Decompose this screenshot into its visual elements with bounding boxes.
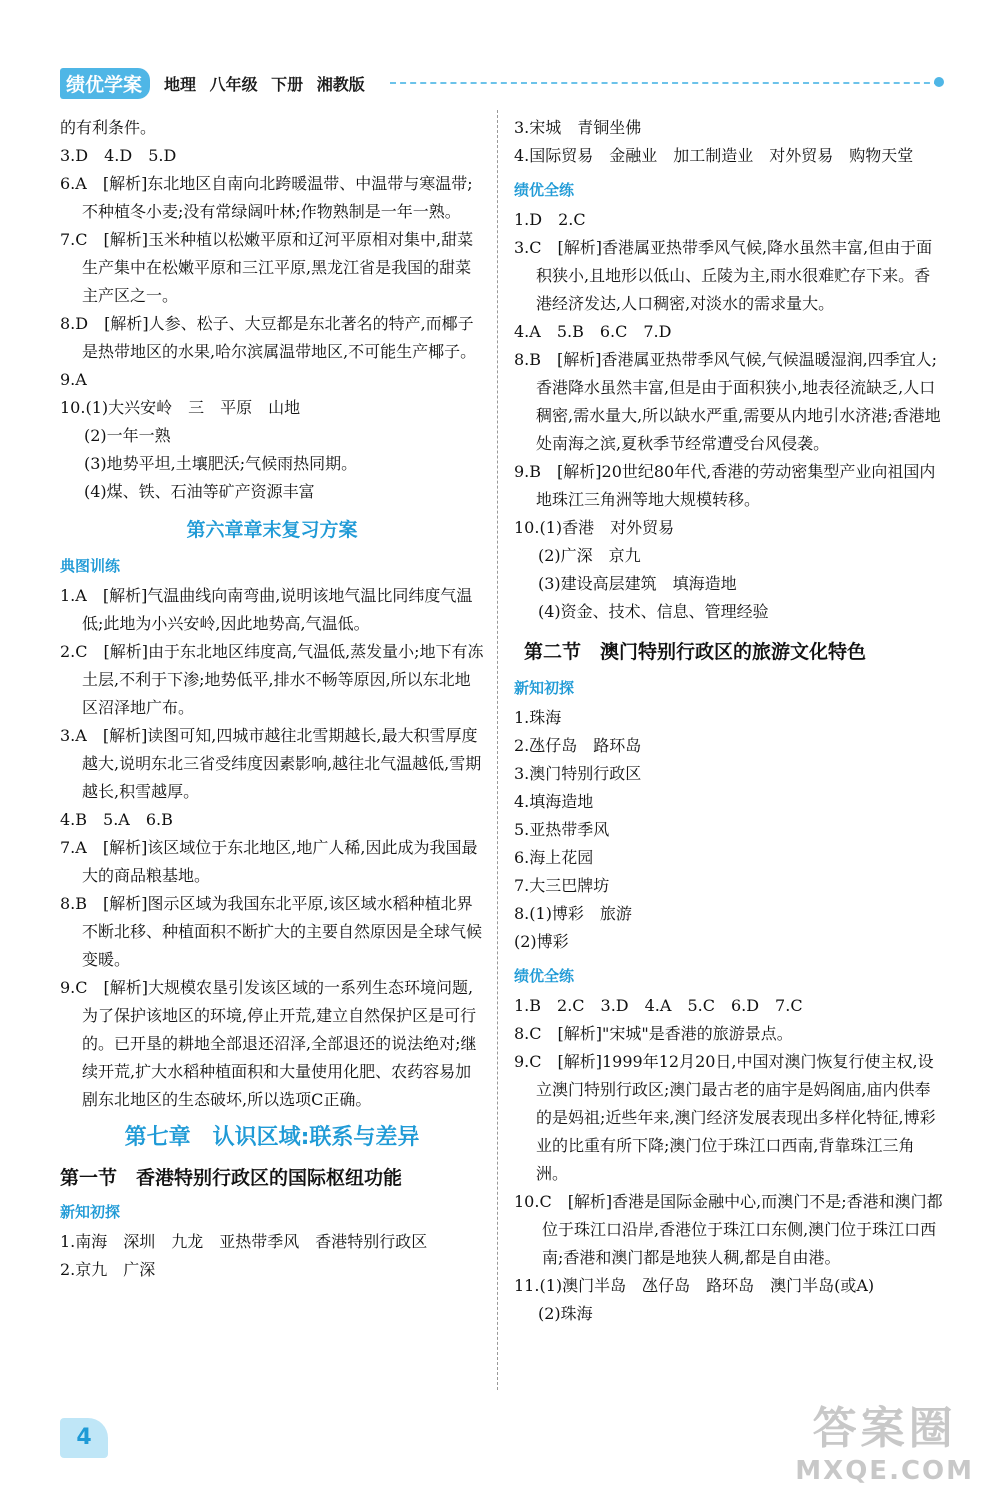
answer-line: 8.(1)博彩 旅游 (514, 904, 632, 923)
answer-item: 8.D [解析]人参、松子、大豆都是东北著名的特产,而椰子是热带地区的水果,哈尔滨属温带地区,不可能生产椰子。 (60, 314, 477, 361)
answer-line: 的有利条件。 (60, 118, 157, 137)
answer-subline: (2)珠海 (538, 1304, 593, 1323)
section-title: 第二节 澳门特别行政区的旅游文化特色 (524, 641, 867, 663)
section-label: 新知初探 (514, 679, 575, 697)
answer-line: 4.B 5.A 6.B (60, 810, 173, 829)
answer-line: 4.填海造地 (514, 792, 594, 811)
answer-line: 1.B 2.C 3.D 4.A 5.C 6.D 7.C (514, 996, 803, 1015)
answer-line: 10.(1)香港 对外贸易 (514, 518, 675, 537)
chapter-title: 第七章 认识区域:联系与差异 (124, 1125, 420, 1150)
section-label: 新知初探 (60, 1203, 121, 1221)
answer-line: 7.大三巴牌坊 (514, 876, 610, 895)
answer-item: 1.A [解析]气温曲线向南弯曲,说明该地气温比同纬度气温低;此地为小兴安岭,因此地势高,气温低。 (60, 586, 473, 633)
answer-line: 9.A (60, 370, 87, 389)
brand-logo: 绩优学案 (60, 68, 150, 99)
answer-line: 6.海上花园 (514, 848, 594, 867)
answer-line: 11.(1)澳门半岛 氹仔岛 路环岛 澳门半岛(或A) (514, 1276, 875, 1295)
answer-item: 8.B [解析]香港属亚热带季风气候,气候温暖湿润,四季宜人;香港降水虽然丰富,但是由于面积狭小,地表径流缺乏,人口稠密,需水量大,所以缺水严重,需要从内地引水济港;香港地处南海之滨,夏秋季节经常遭受台风侵袭。 (514, 350, 941, 453)
answer-line: 1.D 2.C (514, 210, 586, 229)
answer-subline: (3)建设高层建筑 填海造地 (538, 574, 737, 593)
page-number: 4 (60, 1418, 108, 1458)
answer-subline: (2)一年一熟 (84, 426, 171, 445)
answer-item: 3.A [解析]读图可知,四城市越往北雪期越长,最大积雪厚度越大,说明东北三省受纬度因素影响,越往北气温越低,雪期越长,积雪越厚。 (60, 726, 482, 801)
section-title: 第一节 香港特别行政区的国际枢纽功能 (60, 1167, 403, 1189)
page-header (60, 64, 940, 98)
answer-subline: (3)地势平坦,土壤肥沃;气候雨热同期。 (84, 454, 358, 473)
header-rule (390, 82, 940, 84)
answer-item: 3.C [解析]香港属亚热带季风气候,降水虽然丰富,但由于面积狭小,且地形以低山、丘陵为主,雨水很难贮存下来。香港经济发达,人口稠密,对淡水的需求量大。 (514, 238, 933, 313)
chapter-heading: 第六章章末复习方案 (186, 519, 358, 541)
answer-item: 7.A [解析]该区域位于东北地区,地广人稀,因此成为我国最大的商品粮基地。 (60, 838, 478, 885)
answer-line: 2.氹仔岛 路环岛 (514, 736, 642, 755)
header-dot-icon (934, 77, 944, 87)
watermark-url: MXQE.COM (795, 1456, 974, 1486)
watermark (795, 1392, 974, 1486)
answer-line: 1.珠海 (514, 708, 562, 727)
answer-item: 4.国际贸易 金融业 加工制造业 对外贸易 购物天堂 (514, 146, 914, 165)
answer-item: 8.B [解析]图示区域为我国东北平原,该区域水稻种植北界不断北移、种植面积不断扩大的主要自然原因是全球气候变暖。 (60, 894, 483, 969)
answer-line: 10.(1)大兴安岭 三 平原 山地 (60, 398, 301, 417)
answer-item: 9.C [解析]大规模农垦引发该区域的一系列生态环境问题,为了保护该地区的环境,停止开荒,建立自然保护区是可行的。已开垦的耕地全部退还沼泽,全部退还的说法绝对;继续开荒,扩大水稻种植面积和大量使用化肥、农药容易加剧东北地区的生态破坏,所以选项C正确。 (60, 978, 477, 1109)
answer-subline: (4)煤、铁、石油等矿产资源丰富 (84, 482, 315, 501)
section-label: 绩优全练 (514, 967, 575, 985)
answer-line: (2)博彩 (514, 932, 569, 951)
answer-item: 9.B [解析]20世纪80年代,香港的劳动密集型产业向祖国内地珠江三角洲等地大规模转移。 (514, 462, 936, 509)
answer-subline: (2)广深 京九 (538, 546, 641, 565)
column-divider (497, 110, 498, 1390)
right-column (514, 114, 944, 1328)
answer-item: 9.C [解析]1999年12月20日,中国对澳门恢复行使主权,设立澳门特别行政区;澳门最古老的庙宇是妈阁庙,庙内供奉的是妈祖;近些年来,澳门经济发展表现出多样化特征,博彩业的比重有所下降;澳门位于珠江口西南,背靠珠江三角洲。 (514, 1052, 936, 1183)
answer-line: 1.南海 深圳 九龙 亚热带季风 香港特别行政区 (60, 1232, 428, 1251)
answer-line: 3.宋城 青铜坐佛 (514, 118, 642, 137)
answer-item: 2.C [解析]由于东北地区纬度高,气温低,蒸发量小;地下有冻土层,不利于下渗;地势低平,排水不畅等原因,所以东北地区沼泽地广布。 (60, 642, 484, 717)
answer-line: 2.京九 广深 (60, 1260, 156, 1279)
answer-line: 5.亚热带季风 (514, 820, 610, 839)
answer-line: 3.D 4.D 5.D (60, 146, 177, 165)
subject-info: 地理 八年级 下册 湘教版 (164, 75, 365, 94)
answer-subline: (4)资金、技术、信息、管理经验 (538, 602, 769, 621)
section-label: 绩优全练 (514, 181, 575, 199)
answer-item: 10.C [解析]香港是国际金融中心,而澳门不是;香港和澳门都位于珠江口沿岸,香港位于珠江口东侧,澳门位于珠江口西南;香港和澳门都是地狭人稠,都是自由港。 (514, 1192, 943, 1267)
watermark-logo-text: 答案圈 (812, 1403, 957, 1454)
left-column (60, 114, 484, 1284)
answer-line: 8.C [解析]"宋城"是香港的旅游景点。 (514, 1024, 793, 1043)
section-label: 典图训练 (60, 557, 121, 575)
answer-item: 7.C [解析]玉米种植以松嫩平原和辽河平原相对集中,甜菜生产集中在松嫩平原和三江平原,黑龙江省是我国的甜菜主产区之一。 (60, 230, 474, 305)
answer-line: 3.澳门特别行政区 (514, 764, 642, 783)
answer-line: 4.A 5.B 6.C 7.D (514, 322, 672, 341)
answer-item: 6.A [解析]东北地区自南向北跨暖温带、中温带与寒温带;不种植冬小麦;没有常绿阔叶林;作物熟制是一年一熟。 (60, 174, 473, 221)
